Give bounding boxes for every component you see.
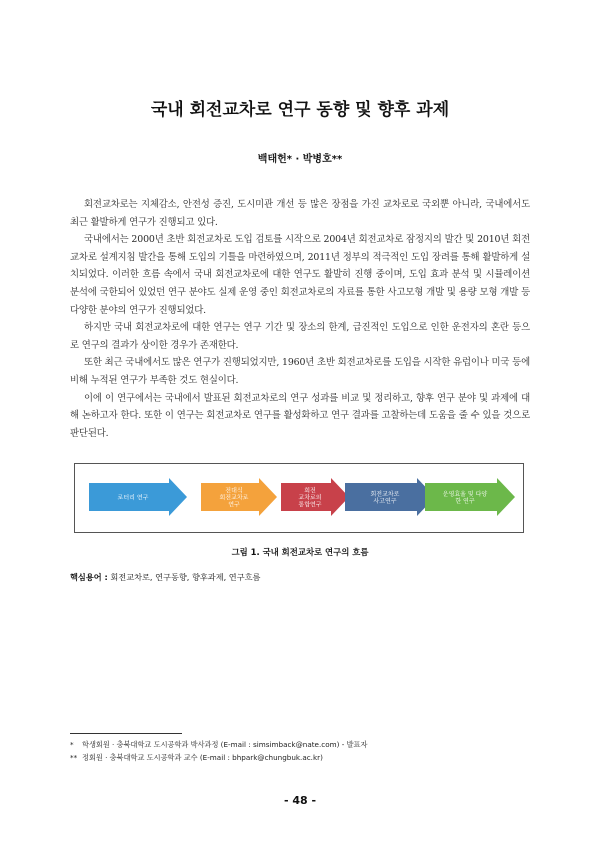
- keywords-line: [70, 572, 260, 583]
- footnote-mark: *: [70, 740, 74, 749]
- keywords-value: 회전교차로, 연구동향, 향후과제, 연구흐름: [110, 572, 261, 582]
- paragraph: 또한 최근 국내에서도 많은 연구가 진행되었지만, 1960년 초반 회전교차로를 도입을 시작한 유럽이나 미국 등에 비해 누적된 연구가 부족한 것도 현실이다.: [70, 357, 530, 386]
- footnote-text: 학생회원 · 충북대학교 도시공학과 박사과정 (E-mail : simsimback@nate.com) - 발표자: [82, 740, 368, 749]
- flow-step-1: [89, 478, 187, 516]
- flow-step-4: [345, 478, 435, 516]
- flow-step-2: [201, 478, 277, 516]
- flow-step-label: 사고연구: [373, 497, 397, 505]
- paragraph: 국내에서는 2000년 초반 회전교차로 도입 검토를 시작으로 2004년 회전교차로 잠정지의 발간 및 2010년 회전교차로 설계지침 발간을 통해 도입의 기틀을 마련하였으며, 2011년 정부의 적극적인 도입 장려를 통해 활발하게 설치되었다. 이러한 흐름 속에서 국내 회전교차로에 대한 연구도 활발히 진행 중이며, 도입 효과 분석 및 시뮬레이션 분석에 국한되어 있었던 연구 분야도 실제 운영 중인 회전교차로의 자료를 통한 사고모형 개발 및 용량 모형 개발 등 다양한 분야의 연구가 진행되었다.: [70, 234, 530, 316]
- page-number: - 48 -: [283, 794, 317, 807]
- abstract-body: [70, 196, 530, 442]
- flow-step-label: 회전교차로: [370, 490, 400, 498]
- paragraph: 회전교차로는 지체감소, 안전성 증진, 도시미관 개선 등 많은 장점을 가진 교차로로 국외뿐 아니라, 국내에서도 최근 활발하게 연구가 진행되고 있다.: [70, 199, 530, 228]
- research-flow-figure: [74, 463, 524, 533]
- flow-step-label: 전대식: [225, 487, 243, 495]
- flow-step-label: 로터리 연구: [117, 494, 149, 502]
- flow-diagram: [75, 464, 523, 532]
- flow-step-label: 회전교차로: [219, 494, 249, 502]
- flow-step-3: [281, 478, 349, 516]
- footnotes: [70, 739, 540, 764]
- flow-step-label: 운영효율 및 다양: [442, 490, 488, 498]
- footnote-mark: **: [70, 752, 78, 762]
- footnote: [70, 739, 540, 752]
- flow-step-label: 회전: [304, 487, 316, 495]
- flow-step-label: 교차로의: [298, 494, 322, 502]
- footnote: [70, 752, 540, 765]
- keywords-label: 핵심용어 :: [70, 572, 108, 582]
- footnote-text: 정회원 · 충북대학교 도시공학과 교수 (E-mail : bhpark@chungbuk.ac.kr): [82, 752, 323, 762]
- flow-step-label: 연구: [228, 501, 240, 509]
- flow-step-label: 통합연구: [298, 501, 322, 509]
- figure-caption: 그림 1. 국내 회전교차로 연구의 흐름: [231, 547, 369, 557]
- paragraph: 하지만 국내 회전교차로에 대한 연구는 연구 기간 및 장소의 한계, 급진적인 도입으로 인한 운전자의 혼란 등으로 연구의 결과가 상이한 경우가 존재한다.: [70, 322, 530, 351]
- footnote-divider: [70, 733, 182, 734]
- author-line: 백태헌* · 박병호**: [257, 154, 343, 165]
- paragraph: 이에 이 연구에서는 국내에서 발표된 회전교차로의 연구 성과를 비교 및 정리하고, 향후 연구 분야 및 과제에 대해 논하고자 한다. 또한 이 연구는 회전교차로 연구를 활성화하고 연구 결과를 고찰하는데 도움을 줄 수 있을 것으로 판단된다.: [70, 392, 530, 439]
- flow-step-5: [425, 478, 515, 516]
- paper-title: 국내 회전교차로 연구 동향 및 향후 과제: [150, 100, 450, 120]
- flow-step-label: 한 연구: [455, 497, 475, 505]
